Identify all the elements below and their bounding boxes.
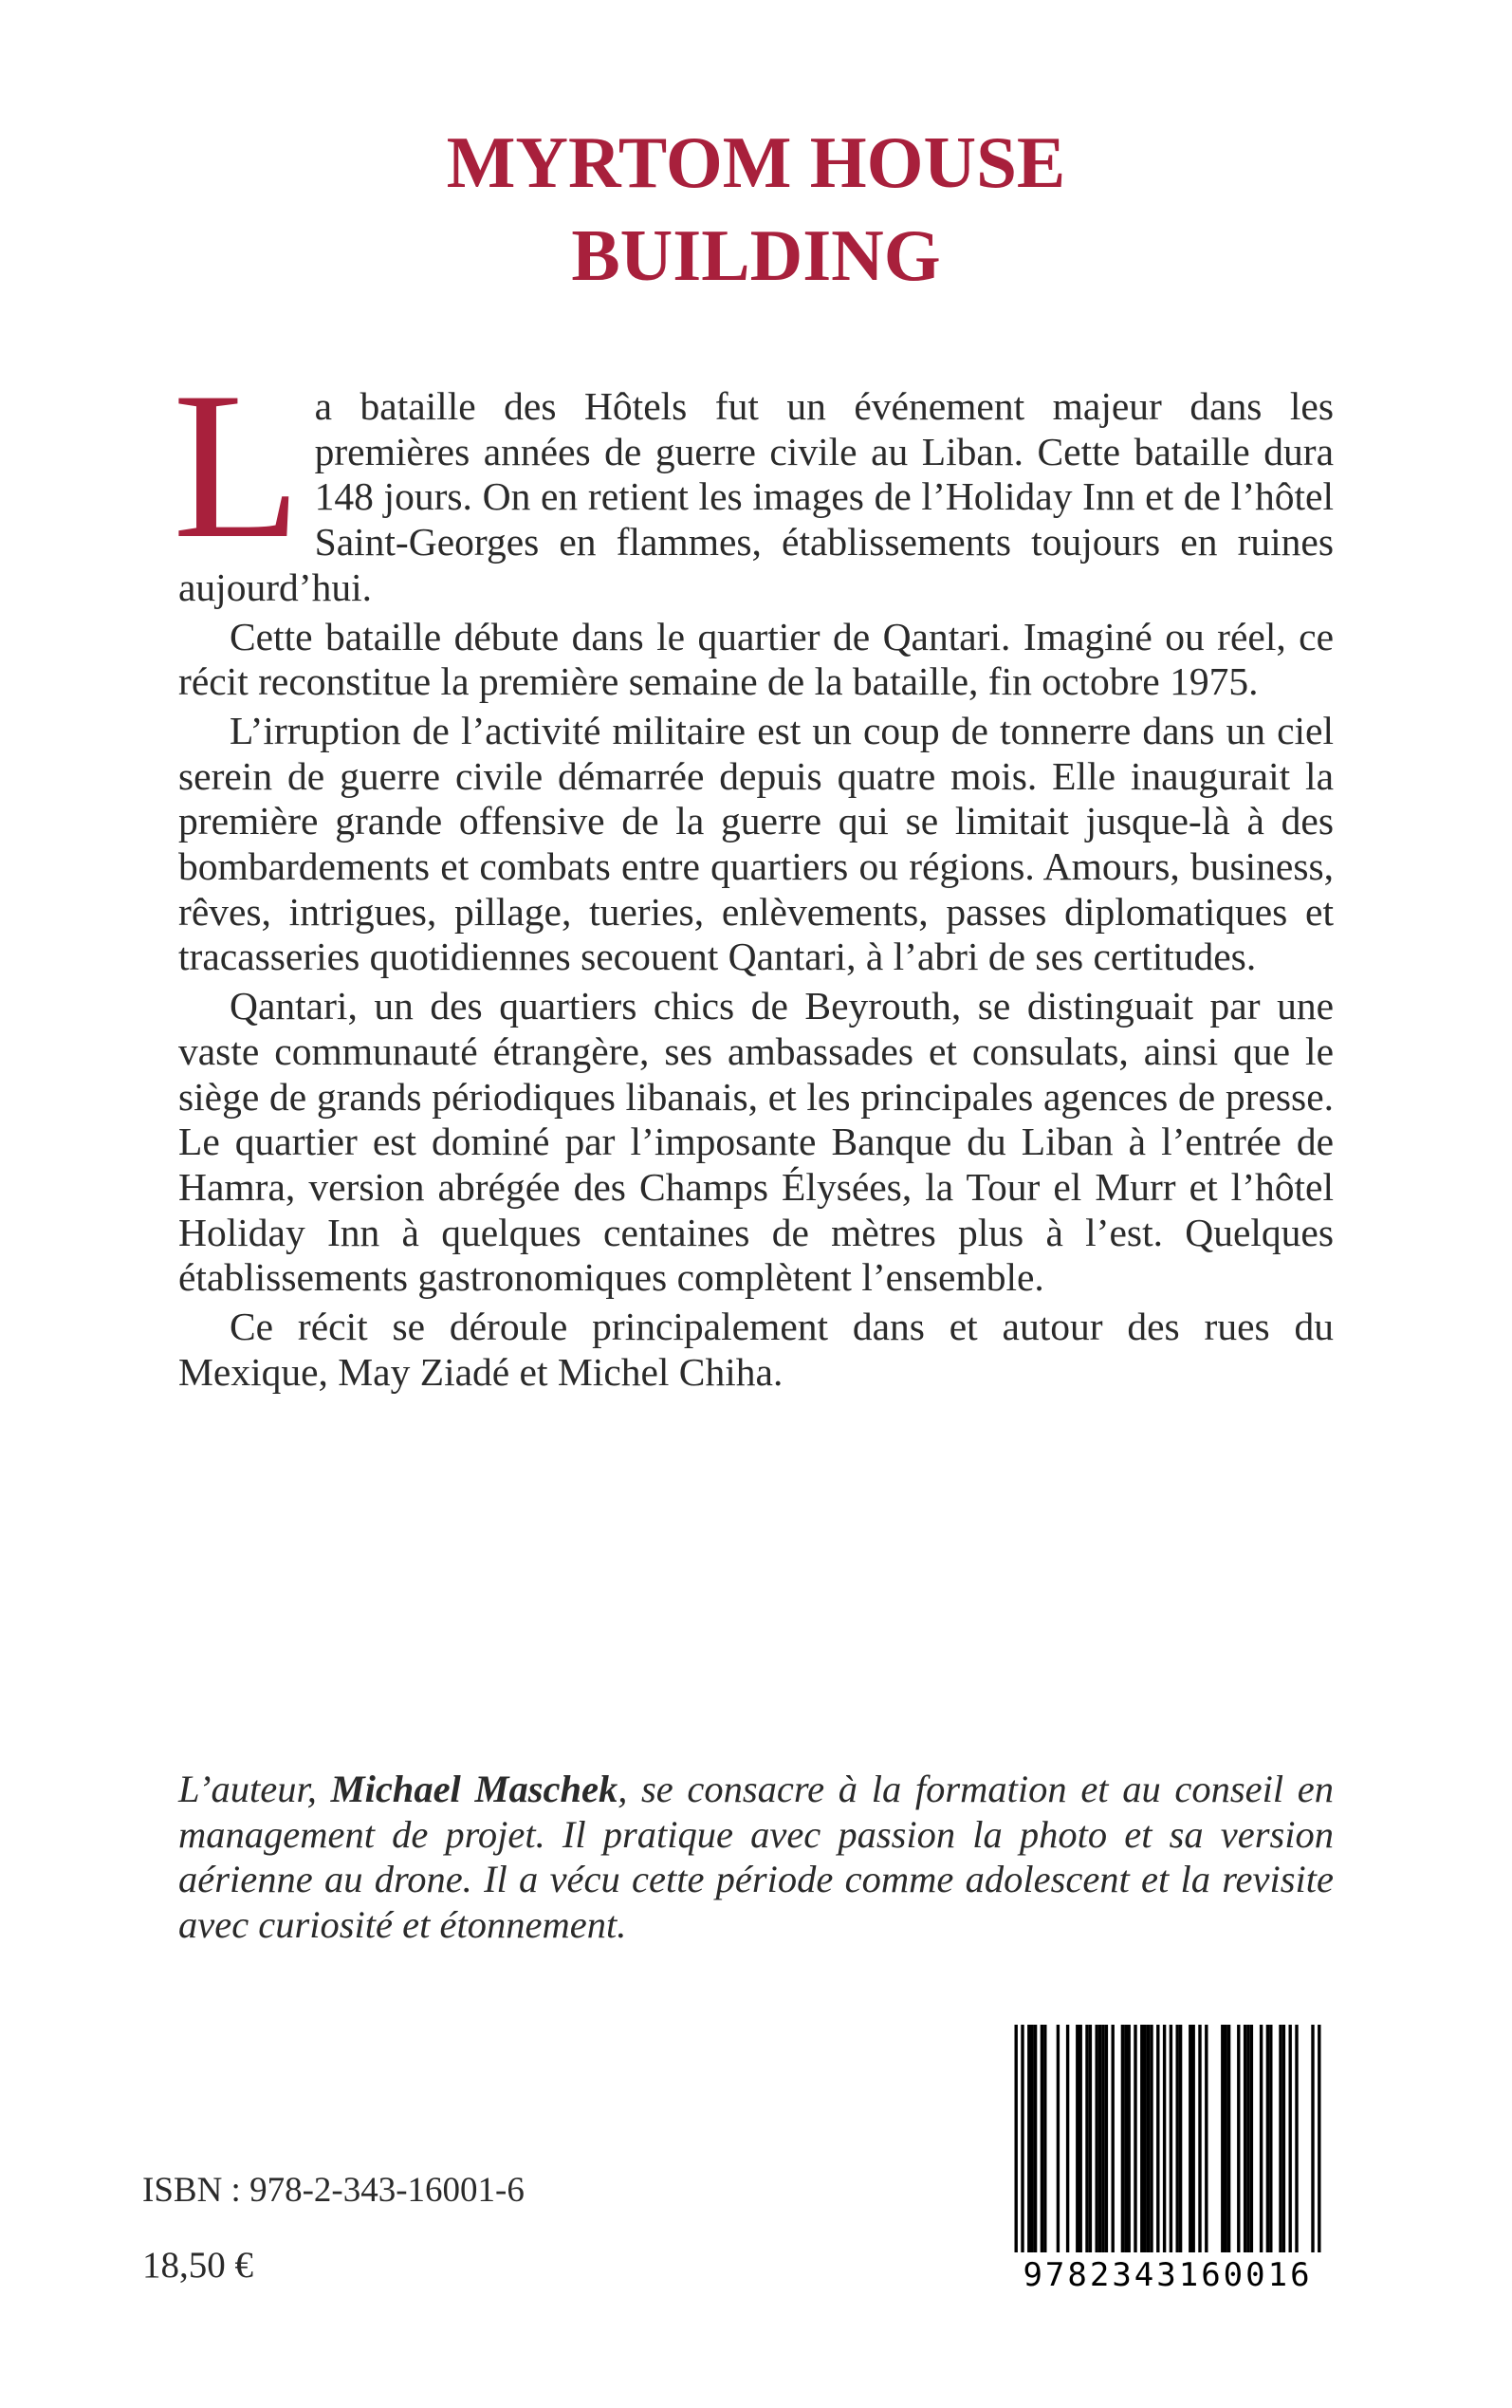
barcode-bar — [1192, 2025, 1195, 2252]
summary-paragraph-1 — [173, 349, 1334, 611]
book-title-line-2: BUILDING — [571, 214, 941, 296]
barcode-bar — [1150, 2025, 1152, 2252]
barcode-bar — [1266, 2025, 1269, 2252]
barcode-bar — [1096, 2025, 1098, 2252]
barcode-bar — [1244, 2025, 1246, 2252]
barcode-bar — [1246, 2025, 1249, 2252]
barcode-bar — [1205, 2025, 1208, 2252]
barcode-bar — [1021, 2025, 1023, 2252]
barcode-bar — [1227, 2025, 1230, 2252]
barcode-bar — [1105, 2025, 1108, 2252]
barcode-bar — [1112, 2025, 1115, 2252]
barcode-bar — [1134, 2025, 1136, 2252]
barcode-bar — [1282, 2025, 1285, 2252]
isbn-number: ISBN : 978-2-343-16001-6 — [142, 2171, 525, 2210]
barcode-bar — [1176, 2025, 1179, 2252]
barcode-bar — [1027, 2025, 1030, 2252]
barcode-bar — [1015, 2025, 1018, 2252]
barcode-bar — [1128, 2025, 1131, 2252]
barcode-bar — [1079, 2025, 1082, 2252]
barcode-bar — [1089, 2025, 1092, 2252]
barcode-bar — [1156, 2025, 1159, 2252]
author-name: Michael Maschek — [330, 1768, 618, 1810]
summary-paragraph-3: L’irruption de l’activité militaire est un coup de tonnerre dans un ciel serein de guerre civile démarrée depuis quatre mois. Elle inaugurait la première grande offensive de la guerre qui se limitait jusque-là à des bombardements et combats entre quartiers ou régions. Amours, business, rêves, intrigues, pillage, tueries, enlèvements, passes diplomatiques et tracasseries quotidiennes secouent Qantari, à l’abri de ses certitudes. — [178, 708, 1334, 979]
barcode-bars — [1000, 2019, 1336, 2256]
barcode-bar — [1279, 2025, 1282, 2252]
barcode-bar — [1269, 2025, 1272, 2252]
barcode — [1000, 2019, 1336, 2296]
barcode-bar — [1121, 2025, 1124, 2252]
author-bio-text: , se consacre à la formation et au conseil en management de projet. Il pratique avec passion la photo et sa version aérienne au drone. Il a vécu cette période comme adolescent et la revisite avec curiosité et étonnement. — [178, 1768, 1335, 1947]
barcode-bar — [1295, 2025, 1298, 2252]
barcode-bar — [1085, 2025, 1088, 2252]
barcode-bar — [1237, 2025, 1240, 2252]
barcode-bar — [1221, 2025, 1224, 2252]
barcode-bar — [1260, 2025, 1263, 2252]
barcode-bar — [1041, 2025, 1043, 2252]
barcode-bar — [1318, 2025, 1320, 2252]
summary-text — [173, 349, 1334, 1398]
barcode-bar — [1250, 2025, 1253, 2252]
barcode-bar — [1289, 2025, 1292, 2252]
barcode-bar — [1189, 2025, 1191, 2252]
barcode-bar — [1031, 2025, 1034, 2252]
barcode-bar — [1147, 2025, 1150, 2252]
author-bio — [178, 1767, 1334, 1948]
summary-paragraph-1-text: a bataille des Hôtels fut un événement majeur dans les premières années de guerre civile au Liban. Cette bataille dura 148 jours. On en retient les images de l’Holiday Inn et de l’hôtel Saint-Georges en flammes, établissements toujours en ruines aujourd’hui. — [178, 384, 1334, 609]
barcode-bar — [1198, 2025, 1201, 2252]
barcode-bar — [1101, 2025, 1104, 2252]
barcode-bar — [1170, 2025, 1172, 2252]
barcode-bar — [1124, 2025, 1127, 2252]
drop-cap-letter: L — [173, 349, 302, 583]
barcode-bar — [1144, 2025, 1147, 2252]
book-title — [0, 116, 1512, 302]
barcode-bar — [1098, 2025, 1101, 2252]
barcode-bar — [1043, 2025, 1046, 2252]
barcode-bar — [1076, 2025, 1079, 2252]
book-title-line-1: MYRTOM HOUSE — [446, 121, 1066, 203]
barcode-bar — [1163, 2025, 1166, 2252]
barcode-bar — [1034, 2025, 1037, 2252]
barcode-bar — [1066, 2025, 1069, 2252]
barcode-digits: 9782343160016 — [1023, 2256, 1313, 2294]
summary-paragraph-2: Cette bataille débute dans le quartier de Qantari. Imaginé ou réel, ce récit reconstitue la première semaine de la bataille, fin octobre 1975. — [178, 614, 1334, 704]
author-bio-prefix: L’auteur, — [178, 1768, 331, 1810]
summary-paragraph-4: Qantari, un des quartiers chics de Beyrouth, se distinguait par une vaste communauté étrangère, ses ambassades et consulats, ainsi que le siège de grands périodiques libanais, et les principales agences de presse. Le quartier est dominé par l’imposante Banque du Liban à l’entrée de Hamra, version abrégée des Champs Élysées, la Tour el Murr et l’hôtel Holiday Inn à quelques centaines de mètres plus à l’est. Quelques établissements gastronomiques complètent l’ensemble. — [178, 984, 1334, 1300]
book-price: 18,50 € — [142, 2245, 253, 2286]
summary-paragraph-5: Ce récit se déroule principalement dans et autour des rues du Mexique, May Ziadé et Michel Chiha. — [178, 1305, 1334, 1394]
barcode-bar — [1225, 2025, 1227, 2252]
barcode-bar — [1140, 2025, 1143, 2252]
barcode-bar — [1311, 2025, 1314, 2252]
barcode-bar — [1179, 2025, 1182, 2252]
barcode-bar — [1057, 2025, 1060, 2252]
